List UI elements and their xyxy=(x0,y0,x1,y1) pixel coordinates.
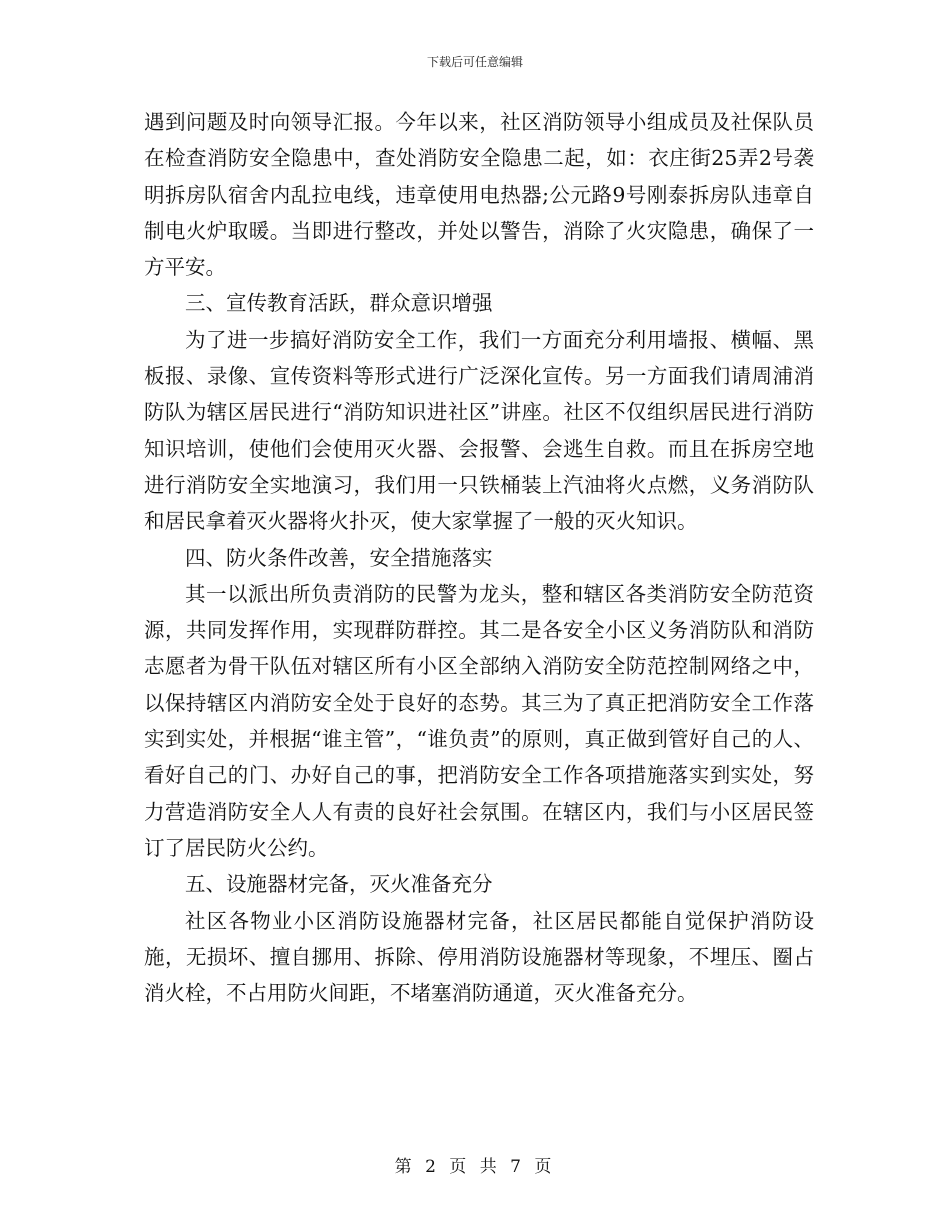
paragraph-4: 社区各物业小区消防设施器材完备，社区居民都能自觉保护消防设施，无损坏、擅自挪用、拆除、停用消防设施器材等现象，不埋压、圈占消火栓，不占用防火间距，不堵塞消防通道，灭火准备充分。 xyxy=(144,908,814,1006)
paragraph-3: 其一以派出所负责消防的民警为龙头，整和辖区各类消防安全防范资源，共同发挥作用，实现群防群控。其二是各安全小区义务消防队和消防志愿者为骨干队伍对辖区所有小区全部纳入消防安全防范控制网络之中，以保持辖区内消防安全处于良好的态势。其三为了真正把消防安全工作落实到实处，并根据“谁主管”，“谁负责”的原则，真正做到管好自己的人、看好自己的门、办好自己的事，把消防安全工作各项措施落实到实处，努力营造消防安全人人有责的良好社会氛围。在辖区内，我们与小区居民签订了居民防火公约。 xyxy=(144,581,814,860)
section-heading-5: 五、设施器材完备，灭火准备充分 xyxy=(185,872,493,897)
paragraph-2: 为了进一步搞好消防安全工作，我们一方面充分利用墙报、横幅、黑板报、录像、宣传资料等形式进行广泛深化宣传。另一方面我们请周浦消防队为辖区居民进行“消防知识进社区”讲座。社区不仅组织居民进行消防知识培训，使他们会使用灭火器、会报警、会逃生自救。而且在拆房空地进行消防安全实地演习，我们用一只铁桶装上汽油将火点燃，义务消防队和居民拿着灭火器将火扑灭，使大家掌握了一般的灭火知识。 xyxy=(144,327,814,534)
document-body xyxy=(144,104,814,1011)
section-heading-4: 四、防火条件改善，安全措施落实 xyxy=(185,545,493,570)
section-heading-3: 三、宣传教育活跃，群众意识增强 xyxy=(185,291,493,316)
page-header-note: 下载后可任意编辑 xyxy=(426,55,523,69)
page-number: 第 2 页 共 7 页 xyxy=(394,1157,556,1177)
paragraph-1: 遇到问题及时向领导汇报。今年以来，社区消防领导小组成员及社保队员在检查消防安全隐患中，查处消防安全隐患二起，如：衣庄街25弄2号袭明拆房队宿舍内乱拉电线，违章使用电热器;公元路9号刚泰拆房队违章自制电火炉取暖。当即进行整改，并处以警告，消除了火灾隐患，确保了一方平安。 xyxy=(144,110,814,280)
